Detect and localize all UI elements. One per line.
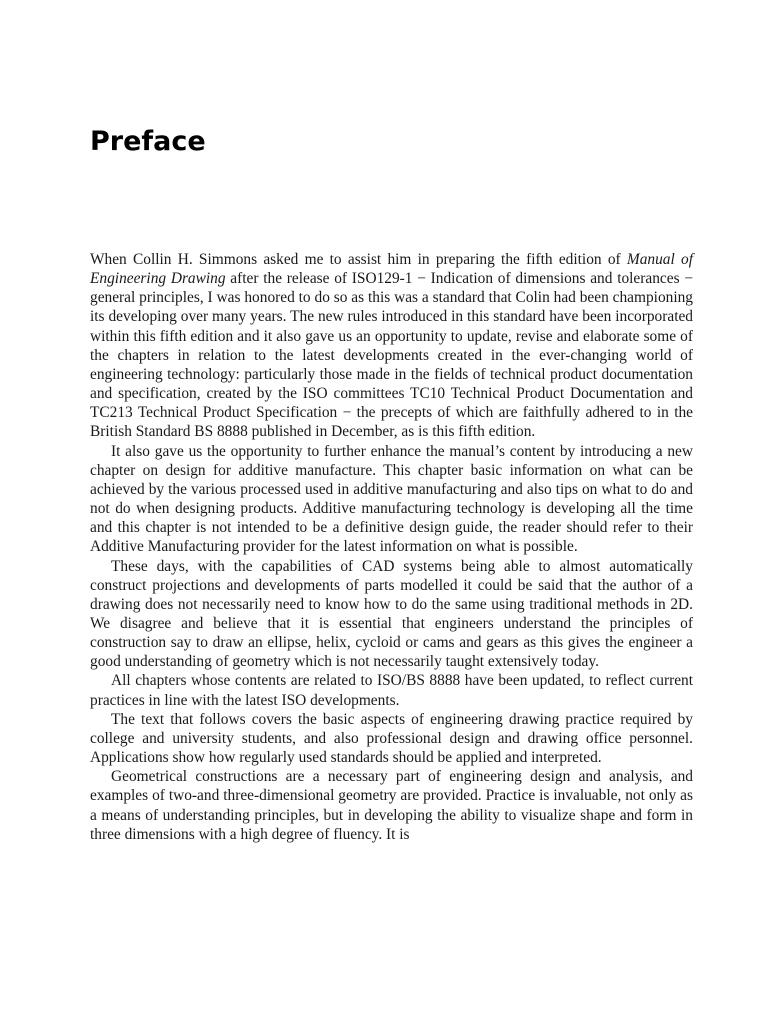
- paragraph-3-text: These days, with the capabilities of CAD systems being able to almost automatically construct projections and developments of parts modelled it could be said that the author of a drawing does not necessarily need to know how to do the same using traditional methods in 2D. We disagree and believe that it is essential that engineers understand the principles of construction say to draw an ellipse, helix, cycloid or cams and gears as this gives the engineer a good understanding of geometry which is not necessarily taught extensively today.: [90, 557, 693, 671]
- paragraph-2: [90, 442, 693, 557]
- preface-body: [90, 250, 693, 844]
- paragraph-1: [90, 250, 693, 442]
- page-title: Preface: [90, 126, 206, 157]
- paragraph-5: [90, 710, 693, 767]
- book-title-italic: Manual of Engineering Drawing: [90, 251, 693, 288]
- paragraph-3: [90, 557, 693, 672]
- paragraph-2-text: It also gave us the opportunity to further enhance the manual’s content by introducing a new chapter on design for additive manufacture. This chapter basic information on what can be achieved by the various processed used in additive manufacturing and also tips on what to do and not do when designing products. Additive manufacturing technology is developing all the time and this chapter is not intended to be a definitive design guide, the reader should refer to their Additive Manufacturing provider for the latest information on what is possible.: [90, 442, 693, 556]
- paragraph-6-text: Geometrical constructions are a necessary part of engineering design and analysis, and examples of two-and three-dimensional geometry are provided. Practice is invaluable, not only as a means of understanding principles, but in developing the ability to visualize shape and form in three dimensions with a high degree of fluency. It is: [90, 768, 693, 843]
- paragraph-5-text: The text that follows covers the basic aspects of engineering drawing practice required by college and university students, and also professional design and drawing office personnel. Applications show how regularly used standards should be applied and interpreted.: [90, 710, 693, 767]
- paragraph-4-text: All chapters whose contents are related to ISO/BS 8888 have been updated, to reflect current practices in line with the latest ISO developments.: [90, 672, 693, 709]
- paragraph-4: [90, 671, 693, 709]
- paragraph-6: [90, 767, 693, 844]
- paragraph-1-text-a: When Collin H. Simmons asked me to assist him in preparing the fifth edition of: [90, 251, 627, 268]
- paragraph-1-text-b: after the release of ISO129-1 − Indication of dimensions and tolerances − general principles, I was honored to do so as this was a standard that Colin had been championing its developing over many years. The new rules introduced in this standard have been incorporated within this fifth edition and it also gave us an opportunity to update, revise and elaborate some of the chapters in relation to the latest developments created in the ever-changing world of engineering technology: particularly those made in the fields of technical product documentation and specification, created by the ISO committees TC10 Technical Product Documentation and TC213 Technical Product Specification − the precepts of which are faithfully adhered to in the British Standard BS 8888 published in December, as is this fifth edition.: [90, 270, 693, 441]
